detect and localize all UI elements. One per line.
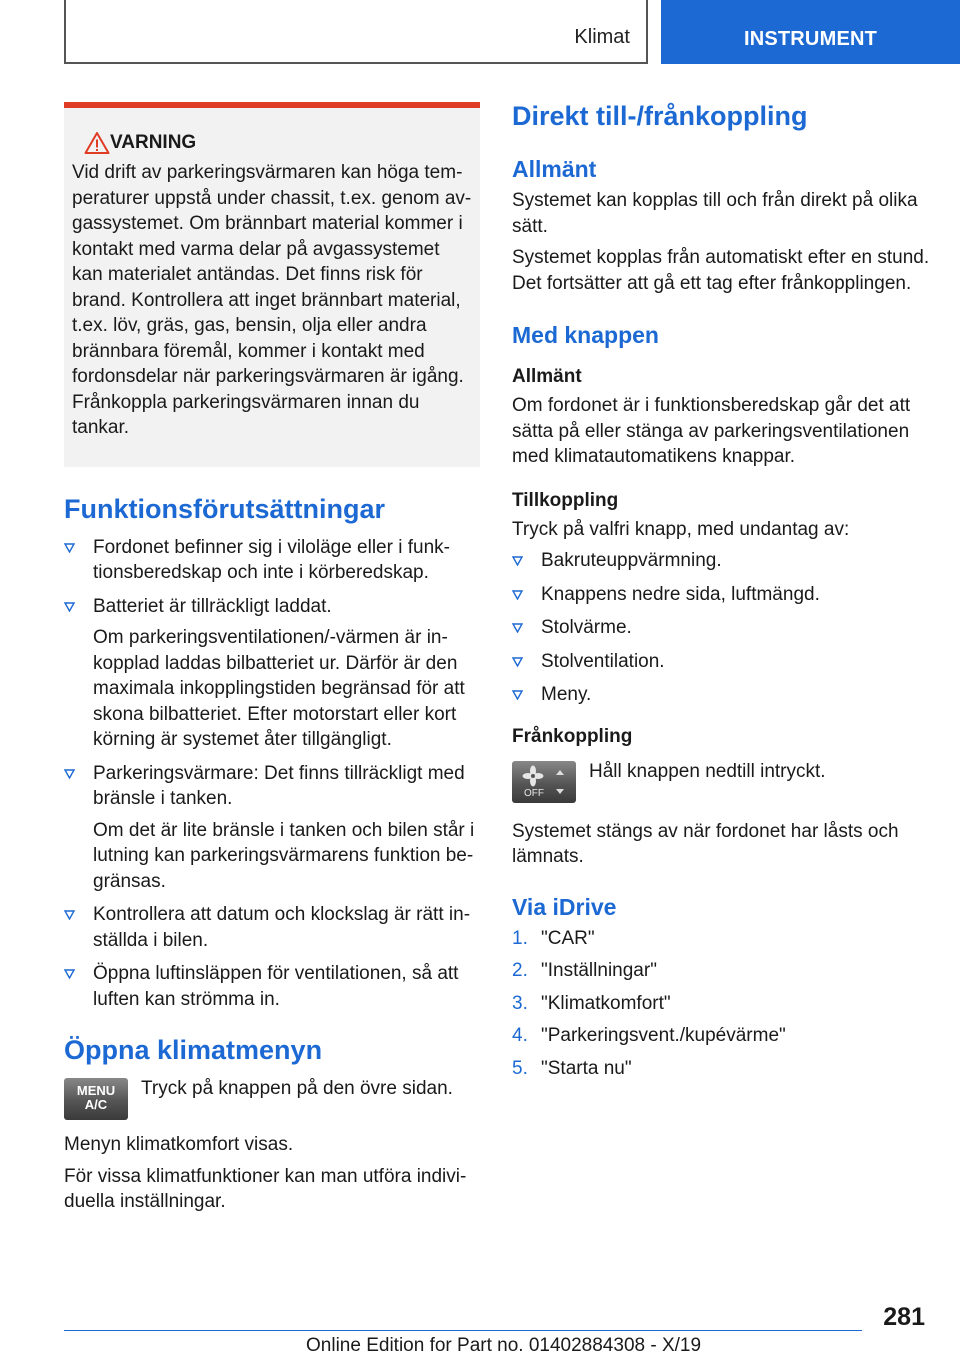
warning-box (64, 102, 480, 467)
triangle-bullet-icon (64, 543, 75, 553)
fan-icon (512, 761, 576, 803)
button-heading: Med knappen (512, 322, 659, 348)
step-text: "Inställningar" (541, 960, 657, 981)
list-item (512, 582, 932, 608)
list-item (64, 594, 480, 753)
direct-general-p1: Systemet kan kopplas till och från direkt på olika sätt. (512, 190, 918, 237)
off-heading: Frånkoppling (512, 725, 633, 747)
step-number: 3. (512, 992, 528, 1014)
on-exceptions-list (512, 548, 932, 708)
triangle-bullet-icon (64, 602, 75, 612)
button-general-p: Om fordonet är i funktionsberedskap går det att sätta på eller stänga av parkeringsventilationen med klimatautomatikens knappar. (512, 395, 911, 467)
step-text: "Starta nu" (541, 1057, 632, 1079)
menu-ac-button-icon (64, 1078, 128, 1120)
climate-menu-heading: Öppna klimatmenyn (64, 1035, 323, 1065)
conditions-list (64, 535, 480, 1013)
triangle-bullet-icon (512, 590, 523, 600)
page-number: 281 (883, 1303, 925, 1331)
warning-header (72, 130, 472, 156)
direct-heading: Direkt till-/frånkoppling (512, 101, 808, 131)
step-text: "Parkeringsvent./kupévärme" (541, 1025, 786, 1046)
step-number: 5. (512, 1057, 528, 1079)
list-item (64, 961, 480, 1012)
header-section-box (64, 0, 648, 64)
menu-ac-button-label-bottom: A/C (84, 1097, 108, 1112)
list-item (64, 535, 480, 586)
right-column (512, 100, 932, 1088)
triangle-bullet-icon (512, 556, 523, 566)
list-item-text: Batteriet är tillräckligt laddat. (93, 595, 332, 617)
idrive-steps (512, 926, 932, 1082)
list-item (512, 958, 932, 984)
list-item-subtext: Om parkeringsventilationen/-värmen är inkopplad laddas bilbatteriet ur. Därför är den maximala inkopplingstiden begränsad för att skona bilbatteriet. Efter motorstart eller kort körning är systemet åter tillgängligt. (93, 627, 465, 750)
left-column (64, 102, 480, 1215)
triangle-bullet-icon (512, 623, 523, 633)
direct-general-heading: Allmänt (512, 156, 597, 182)
list-item-text: Knappens nedre sida, luftmängd. (541, 583, 820, 605)
step-number: 4. (512, 1025, 528, 1046)
list-item-text: Meny. (541, 684, 592, 705)
triangle-bullet-icon (512, 690, 523, 700)
fan-off-button-icon (512, 761, 576, 803)
step-number: 2. (512, 960, 528, 981)
warning-title: VARNING (110, 132, 197, 154)
list-item-text: Öppna luftinsläppen för ventilationen, så att luften kan strömma in. (93, 963, 459, 1010)
off-button-label: OFF (524, 787, 544, 799)
warning-triangle-icon (84, 131, 110, 155)
footer-edition: Online Edition for Part no. 01402884308 - X/19 (306, 1335, 702, 1356)
on-heading: Tillkoppling (512, 489, 619, 511)
step-number: 1. (512, 927, 528, 949)
triangle-bullet-icon (64, 769, 75, 779)
climate-menu-p1: Menyn klimatkomfort visas. (64, 1134, 294, 1155)
list-item (512, 615, 932, 641)
header-chapter-tab[interactable] (661, 0, 960, 64)
list-item (512, 1023, 932, 1049)
list-item-subtext: Om det är lite bränsle i tanken och bilen står i lutning kan parkeringsvärmarens funktion begränsas. (93, 819, 475, 892)
off-button-row (512, 759, 932, 807)
footer-divider (64, 1330, 862, 1331)
list-item-text: Parkeringsvärmare: Det finns tillräckligt med bränsle i tanken. (93, 762, 465, 809)
off-p: Systemet stängs av när fordonet har låsts och lämnats. (512, 820, 899, 867)
menu-ac-button-label-top: MENU (76, 1083, 116, 1098)
climate-menu-instruction: Tryck på knappen på den övre sidan. (141, 1078, 453, 1099)
header-section-title: Klimat (574, 26, 630, 48)
menu-ac-button-row (64, 1076, 480, 1124)
list-item-text: Stolvärme. (541, 617, 632, 638)
warning-body: Vid drift av parkeringsvärmaren kan höga temperaturer uppstå under chassit, t.ex. genom avgassystemet. Om brännbart material kommer i kontakt med varma delar på avgassystemet kan materialet antändas. Det finns risk för brand. Kontrollera att inget brännbart material, t.ex. löv, gräs, gas, bensin, olja eller andra brännbara föremål, kommer i kontakt med fordonsdelar när parkeringsvärmaren är igång. Frånkoppla parkeringsvärmaren innan du tankar. (72, 162, 472, 438)
list-item (512, 926, 932, 952)
list-item-text: Stolventilation. (541, 650, 665, 672)
list-item (512, 548, 932, 574)
list-item (512, 991, 932, 1017)
step-text: "CAR" (541, 927, 595, 949)
conditions-heading: Funktionsförutsättningar (64, 493, 385, 524)
idrive-heading: Via iDrive (512, 893, 617, 920)
on-p: Tryck på valfri knapp, med undantag av: (512, 518, 850, 540)
header-chapter-label: INSTRUMENT (743, 28, 878, 50)
triangle-bullet-icon (64, 910, 75, 920)
climate-menu-p2: För vissa klimatfunktioner kan man utföra individuella inställningar. (64, 1165, 467, 1212)
list-item-text: Fordonet befinner sig i viloläge eller i funktionsberedskap och inte i körberedskap. (93, 536, 450, 583)
list-item (64, 761, 480, 895)
triangle-bullet-icon (64, 969, 75, 979)
direct-general-p2: Systemet kopplas från automatiskt efter en stund. Det fortsätter att gå ett tag efter frånkopplingen. (512, 247, 930, 294)
button-general-heading: Allmänt (512, 366, 582, 387)
list-item (64, 902, 480, 953)
list-item (512, 682, 932, 708)
list-item (512, 1056, 932, 1082)
triangle-bullet-icon (512, 657, 523, 667)
list-item (512, 649, 932, 675)
off-instruction: Håll knappen nedtill intryckt. (589, 760, 826, 782)
list-item-text: Kontrollera att datum och klockslag är rätt inställda i bilen. (93, 904, 471, 951)
step-text: "Klimatkomfort" (541, 992, 671, 1014)
list-item-text: Bakruteuppvärmning. (541, 550, 722, 571)
